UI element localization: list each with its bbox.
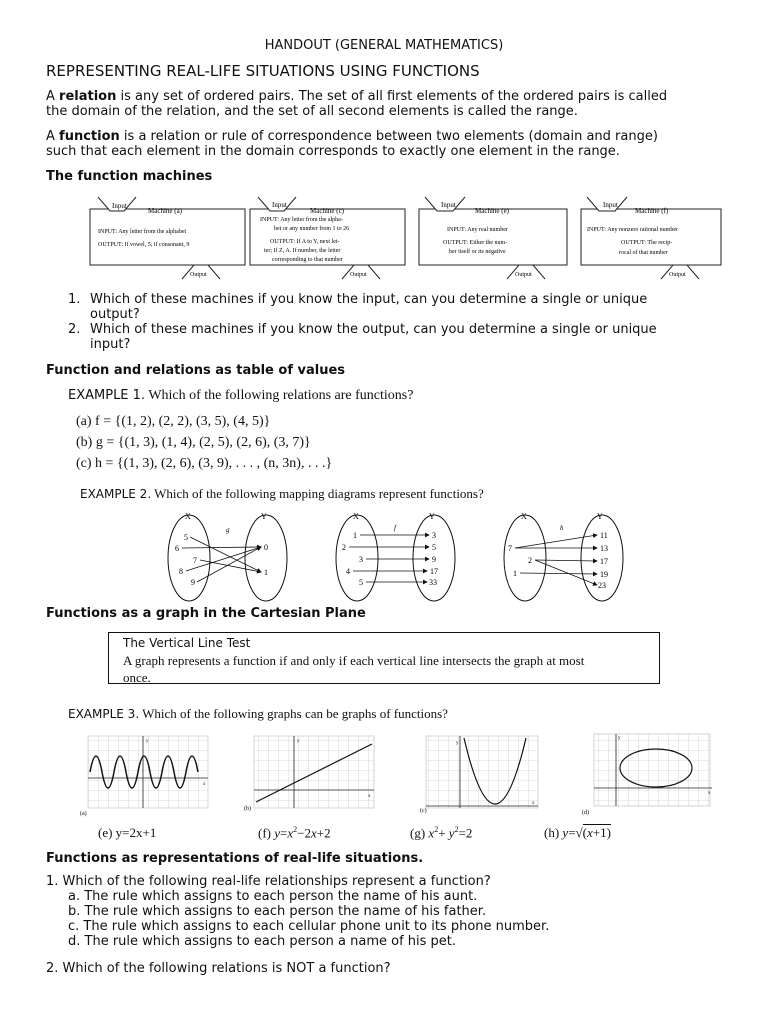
machine-e-name: Machine (e) — [475, 207, 510, 215]
relation-term: relation — [59, 89, 117, 104]
machine-c — [250, 197, 405, 279]
machine-c-output: Output — [350, 272, 367, 278]
svg-text:1: 1 — [264, 568, 268, 577]
example3-graphs — [68, 730, 728, 820]
q1-option-d: d. The rule which assigns to each person a name of his pet. — [68, 934, 457, 949]
svg-text:5: 5 — [432, 543, 436, 552]
machine-e-input: Input — [441, 201, 456, 209]
machine-f-input: Input — [603, 201, 618, 209]
svg-text:bet or any number from 1 to 26: bet or any number from 1 to 26 — [274, 226, 350, 232]
graph-heading: Functions as a graph in the Cartesian Plane — [46, 606, 366, 621]
q1-option-b: b. The rule which assigns to each person the name of his father. — [68, 904, 487, 919]
svg-text:2: 2 — [528, 556, 532, 565]
machine-f — [581, 197, 721, 279]
svg-text:X: X — [521, 512, 527, 521]
example3-label: EXAMPLE 3. — [68, 707, 140, 721]
q1-option-c: c. The rule which assigns to each cellular phone unit to its phone number. — [68, 919, 550, 934]
equation-h: (h) y=√(x+1) — [544, 825, 611, 840]
example1: EXAMPLE 1. Which of the following relations are functions? — [68, 388, 414, 403]
svg-text:ter; If Z, A. If number, the l: ter; If Z, A. If number, the letter — [264, 248, 341, 254]
graph-a — [80, 736, 208, 817]
svg-text:rocal of that number: rocal of that number — [619, 250, 668, 256]
svg-text:x: x — [368, 794, 371, 799]
svg-text:13: 13 — [600, 544, 608, 553]
svg-text:3: 3 — [359, 555, 363, 564]
equation-g: (g) $x^2+ y^2=2$ — [410, 825, 473, 841]
machine-questions: 1. Which of these machines if you know the input, can you determine a single or unique output? 2. Which of these machines if you know the output, can you determine a single or unique input? — [68, 292, 657, 352]
graph-c — [420, 736, 538, 814]
machine-c-input: Input — [272, 201, 287, 209]
svg-text:INPUT: Any letter from the alp: INPUT: Any letter from the alphabet — [98, 229, 187, 235]
svg-text:2: 2 — [342, 543, 346, 552]
equation-f: (f) $y=x^2-2x+2$ — [258, 825, 331, 841]
handout-header: HANDOUT (GENERAL MATHEMATICS) — [264, 38, 504, 53]
svg-text:x: x — [203, 782, 206, 787]
equation-e: (e) y=2x+1 — [98, 825, 157, 840]
svg-text:y: y — [297, 739, 300, 744]
svg-text:Y: Y — [597, 512, 603, 521]
svg-text:INPUT: Any real number: INPUT: Any real number — [447, 227, 508, 233]
vertical-line-test-box: The Vertical Line Test A graph represents a function if and only if each vertical line intersects the graph at most once. — [108, 632, 660, 684]
svg-text:g: g — [226, 526, 230, 534]
real-life-q2: 2. Which of the following relations is NOT a function? — [46, 961, 391, 976]
real-life-heading: Functions as representations of real-life situations. — [46, 851, 424, 866]
svg-text:1: 1 — [513, 569, 517, 578]
mapping-f — [336, 512, 455, 601]
svg-text:ber itself or its negative: ber itself or its negative — [449, 249, 506, 255]
example1-item-b: (b) g = {(1, 3), (1, 4), (2, 5), (2, 6), (3, 7)} — [76, 435, 311, 450]
svg-text:y: y — [146, 739, 149, 744]
machine-e-output: Output — [515, 272, 532, 278]
machine-f-output: Output — [669, 272, 686, 278]
graph-c-label: (c) — [420, 808, 427, 814]
example1-item-c: (c) h = {(1, 3), (2, 6), (3, 9), . . . , (n, 3n), . . .} — [76, 456, 333, 471]
example1-label: EXAMPLE 1. — [68, 388, 146, 403]
function-term: function — [59, 129, 120, 144]
svg-text:y: y — [618, 736, 621, 741]
svg-text:5: 5 — [184, 533, 188, 542]
svg-text:x: x — [532, 801, 535, 806]
real-life-q1: 1. Which of the following real-life relationships represent a function? a. The rule which assigns to each person the name of his aunt. b. The rule which assigns to each person the name of his father. c. The rule which assigns to each cellular phone unit to its phone number. d. The rule which assigns to each person a name of his pet. — [46, 874, 726, 949]
svg-text:8: 8 — [179, 567, 183, 576]
svg-text:19: 19 — [600, 570, 608, 579]
svg-text:9: 9 — [191, 578, 195, 587]
example1-item-a: (a) f = {(1, 2), (2, 2), (3, 5), (4, 5)} — [76, 414, 271, 429]
relation-paragraph: A relation is any set of ordered pairs. The set of all first elements of the ordered pairs is called the domain of the relation, and the set of all second elements is called the range. — [46, 89, 668, 119]
q1-option-a: a. The rule which assigns to each person the name of his aunt. — [68, 889, 478, 904]
machine-a — [90, 197, 245, 279]
machine-c-name: Machine (c) — [310, 207, 345, 215]
svg-text:3: 3 — [432, 531, 436, 540]
svg-text:OUTPUT: Either the num-: OUTPUT: Either the num- — [443, 240, 508, 246]
svg-text:0: 0 — [264, 543, 268, 552]
machine-f-name: Machine (f) — [635, 207, 669, 215]
machine-a-name: Machine (a) — [148, 207, 183, 215]
mapping-diagrams — [160, 508, 640, 608]
svg-text:INPUT: Any letter from the alp: INPUT: Any letter from the alpha- — [260, 217, 343, 223]
machine-a-input: Input — [112, 202, 127, 210]
svg-text:17: 17 — [430, 567, 438, 576]
svg-text:X: X — [185, 512, 191, 521]
svg-text:X: X — [353, 512, 359, 521]
svg-text:x: x — [708, 791, 711, 796]
graph-b-label: (b) — [244, 806, 251, 812]
function-paragraph: A function is a relation or rule of correspondence between two elements (domain and range) such that each element in the domain corresponds to exactly one element in the range. — [46, 129, 658, 159]
graph-d — [582, 734, 712, 816]
example3: EXAMPLE 3. Which of the following graphs can be graphs of functions? — [68, 706, 448, 721]
svg-text:1: 1 — [353, 531, 357, 540]
svg-text:9: 9 — [432, 555, 436, 564]
machines-heading: The function machines — [46, 169, 213, 184]
svg-text:7: 7 — [193, 556, 197, 565]
svg-text:y: y — [456, 741, 459, 746]
svg-text:Y: Y — [429, 512, 435, 521]
svg-text:6: 6 — [175, 544, 179, 553]
mapping-h — [504, 512, 623, 601]
example2-label: EXAMPLE 2. — [80, 487, 152, 501]
svg-text:4: 4 — [346, 567, 350, 576]
vlt-title: The Vertical Line Test — [123, 636, 251, 650]
svg-text:11: 11 — [600, 531, 608, 540]
svg-text:corresponding to that number: corresponding to that number — [272, 257, 343, 263]
table-heading: Function and relations as table of values — [46, 363, 346, 378]
graph-a-label: (a) — [80, 811, 87, 817]
svg-text:23: 23 — [598, 581, 606, 590]
svg-text:f: f — [394, 524, 396, 532]
svg-text:33: 33 — [429, 578, 437, 587]
machine-a-output: Output — [190, 272, 207, 278]
page-title: REPRESENTING REAL-LIFE SITUATIONS USING FUNCTIONS — [46, 62, 480, 80]
function-machines — [85, 195, 725, 285]
svg-text:INPUT: Any nonzero rational nu: INPUT: Any nonzero rational number — [587, 227, 679, 233]
svg-text:OUTPUT: If A to Y, next let-: OUTPUT: If A to Y, next let- — [270, 239, 340, 245]
svg-text:OUTPUT: The recip-: OUTPUT: The recip- — [621, 240, 673, 246]
svg-text:Y: Y — [261, 512, 267, 521]
machine-e — [419, 197, 567, 279]
svg-text:7: 7 — [508, 544, 512, 553]
example2: EXAMPLE 2. Which of the following mapping diagrams represent functions? — [80, 486, 484, 501]
mapping-g — [168, 512, 287, 601]
svg-text:OUTPUT: If vowel, 5; if conson: OUTPUT: If vowel, 5; if consonant, 9 — [98, 242, 190, 248]
svg-text:17: 17 — [600, 557, 608, 566]
graph-b — [244, 736, 374, 812]
svg-text:h: h — [560, 524, 564, 532]
svg-text:5: 5 — [359, 578, 363, 587]
graph-d-label: (d) — [582, 810, 589, 816]
example1-items — [76, 411, 332, 474]
